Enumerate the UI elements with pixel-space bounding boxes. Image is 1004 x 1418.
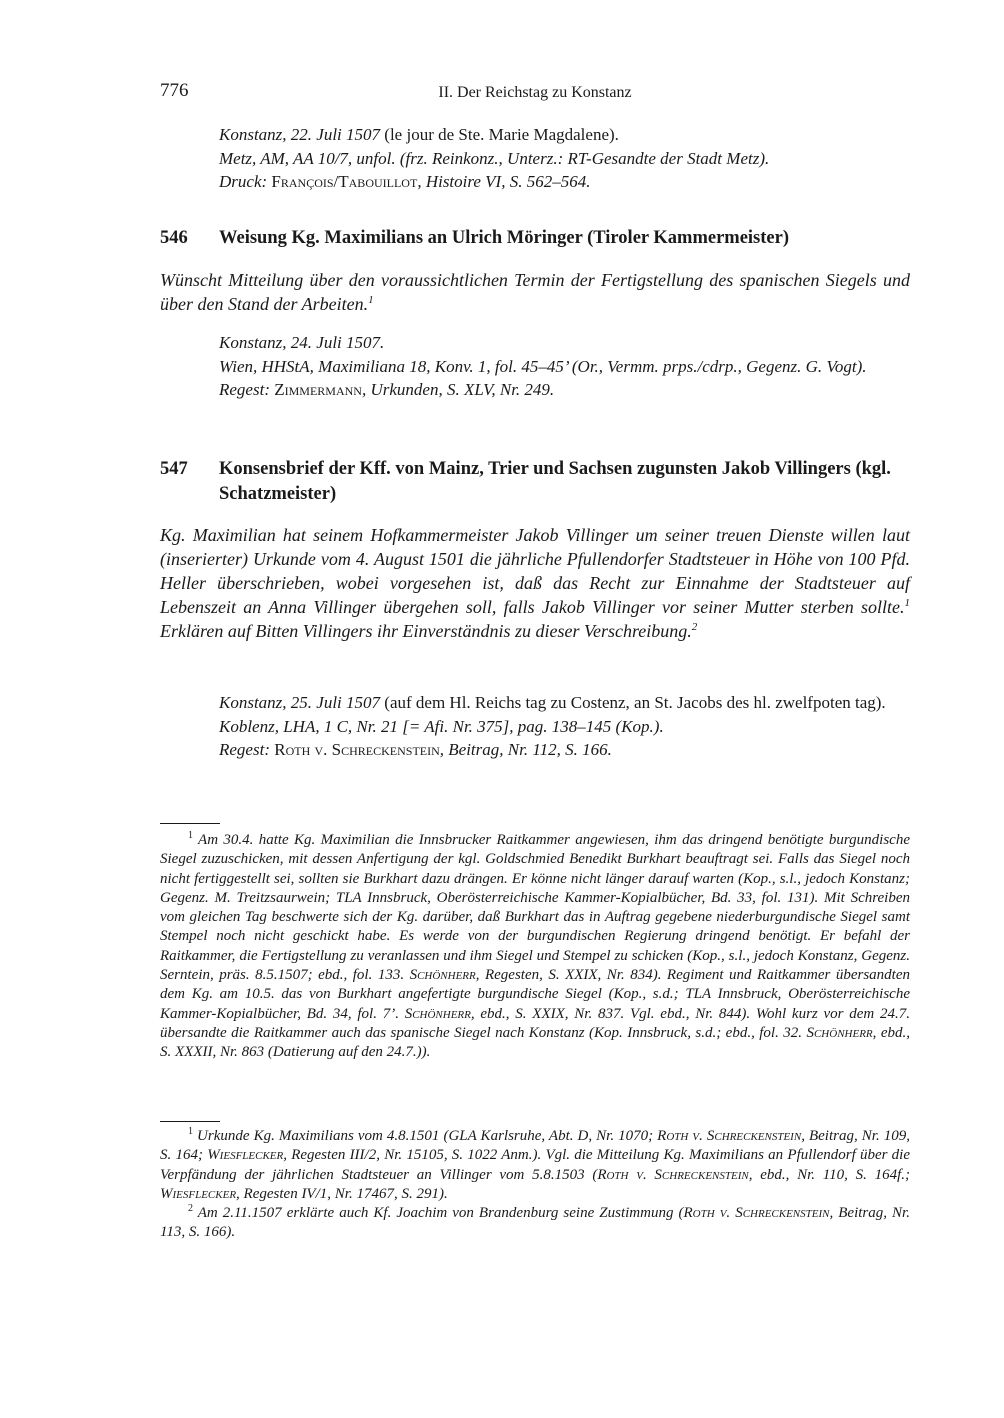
regest-line xyxy=(219,738,909,762)
archive-line xyxy=(219,715,909,739)
print-label: Druck: xyxy=(219,172,272,191)
archive-text: Koblenz, LHA, 1 C, Nr. 21 [= Afi. Nr. 375], pag. 138–145 (Kop.). xyxy=(219,716,664,736)
author-name: Roth v. Schreckenstein xyxy=(657,1128,802,1144)
entry-title: Konsensbrief der Kff. von Mainz, Trier und Sachsen zugunsten Jakob Villingers (kgl. Schatzmeister) xyxy=(219,459,891,504)
footnote-number: 2 xyxy=(188,1203,193,1215)
entry-number: 546 xyxy=(160,228,188,248)
author-name: Schönherr xyxy=(806,1024,873,1041)
footnote-marker[interactable]: 1 xyxy=(368,294,374,306)
date-text: Konstanz, 24. Juli 1507. xyxy=(219,333,385,352)
date-text: Konstanz, 22. Juli 1507 xyxy=(219,125,381,144)
regest-author: Roth v. Schreckenstein xyxy=(274,740,440,759)
date-line xyxy=(219,331,909,355)
footnote xyxy=(160,831,910,1063)
regest-line xyxy=(219,378,909,402)
footnote-text: , Regesten III/2, Nr. 15105, S. 1022 Anm.). Vgl. die Mitteilung Kg. Maximilians an Pfullendorf über die Verpfändung der jährlichen Stadtsteuer an Villinger vom 5.8.1503 ( xyxy=(160,1147,910,1183)
archive-text: Metz, AM, AA 10/7, unfol. (frz. Reinkonz., Unterz.: RT-Gesandte der Stadt Metz). xyxy=(219,148,770,168)
entry-metadata xyxy=(219,691,909,762)
footnote-text: , ebd., S. XXIX, Nr. 837. Vgl. ebd., Nr. 844). Wohl kurz vor dem 24.7. übersandte die Raitkammer auch das spanische Siegel nach Konstanz (Kop. Innsbruck, s.d.; ebd., fol. 32. xyxy=(160,1005,910,1041)
archive-line xyxy=(219,147,909,171)
footnote-text: , Beitrag, Nr. 109, S. 164; xyxy=(160,1128,910,1164)
date-text: Konstanz, 25. Juli 1507 xyxy=(219,693,381,712)
footnote-text: , Regesten IV/1, Nr. 17467, S. 291). xyxy=(236,1185,448,1202)
regest-label: Regest: xyxy=(219,380,275,399)
archive-line xyxy=(219,355,909,379)
author-name: Schönherr xyxy=(404,1005,471,1022)
footnote-text: Urkunde Kg. Maximilians vom 4.8.1501 (GLA Karlsruhe, Abt. D, Nr. 1070; xyxy=(193,1128,658,1144)
entry-summary xyxy=(160,523,910,643)
print-author: François/Tabouillot xyxy=(271,172,418,191)
running-title: II. Der Reichstag zu Konstanz xyxy=(438,84,632,101)
author-name: Roth v. Schreckenstein xyxy=(597,1166,749,1183)
entry-summary xyxy=(160,268,910,316)
entry-title: Weisung Kg. Maximilians an Ulrich Möringer (Tiroler Kammermeister) xyxy=(219,228,789,248)
footnote xyxy=(160,1127,910,1204)
date-note: (auf dem Hl. Reichs tag zu Costenz, an St. Jacobs des hl. zwelfpoten tag). xyxy=(380,693,886,712)
footnote-text: , ebd., S. XXXII, Nr. 863 (Datierung auf den 24.7.)). xyxy=(160,1024,910,1061)
regest-label: Regest: xyxy=(219,740,275,759)
footnotes-entry-547 xyxy=(160,1127,910,1243)
entry-heading xyxy=(160,226,910,251)
archive-text: Wien, HHStA, Maximiliana 18, Konv. 1, fol. 45–45’ (Or., Vermm. prps./cdrp., Gegenz. G. Vogt). xyxy=(219,356,867,376)
footnotes-entry-546 xyxy=(160,831,910,1063)
footnote-number: 1 xyxy=(188,1126,193,1137)
footnote-text: Am 30.4. hatte Kg. Maximilian die Innsbrucker Raitkammer angewiesen, ihm das dringend benötigte burgundische Siegel zuzuschicken, mit dessen Anfertigung der kgl. Goldschmied Benedikt Burkhart beauftragt sei. Falls das Siegel noch nicht fertiggestellt sei, sollten sie Burkhart dazu drängen. Er könne nicht länger darauf warten (Kop., s.l., jedoch Konstanz; Gegenz. M. Treitzsaurwein; TLA Innsbruck, Oberösterreichische Kammer-Kopialbücher, Bd. 33, fol. 131). Mit Schreiben vom gleichen Tag beschwerte sich der Kg. darüber, daß Burkhart das in Auftrag gegebene niederburgundische Siegel samt Stempel noch nicht geschickt habe. Es werde von der burgundischen Regierung dringend benötigt. Er befahl der Raitkammer, die Fertigstellung zu veranlassen und ihm Siegel und Stempel zu schicken (Kop., s.l., jedoch Konstanz, Gegenz. Serntein, präs. 8.5.1507; ebd., fol. 133. xyxy=(160,832,910,984)
author-name: Wiesflecker xyxy=(207,1147,284,1164)
entry-number: 547 xyxy=(160,459,188,479)
entry-heading xyxy=(160,457,910,507)
date-line xyxy=(219,691,909,715)
footnote xyxy=(160,1204,910,1243)
author-name: Roth v. Schreckenstein xyxy=(683,1205,830,1222)
regest-reference: , Urkunden, S. XLV, Nr. 249. xyxy=(361,380,555,399)
footnote-text: Am 2.11.1507 erklärte auch Kf. Joachim von Brandenburg seine Zustimmung ( xyxy=(193,1205,684,1222)
regest-reference: , Beitrag, Nr. 112, S. 166. xyxy=(439,740,612,759)
footnote-marker[interactable]: 2 xyxy=(691,621,698,633)
entry-metadata xyxy=(219,331,909,402)
footnote-marker[interactable]: 1 xyxy=(904,597,910,609)
date-line xyxy=(219,123,909,147)
footnote-text: , Regesten, S. XXIX, Nr. 834). Regiment und Raitkammer übersandten dem Kg. am 10.5. das von Burkhart angefertigte burgundische Siegel (Kop., s.d.; TLA Innsbruck, Oberösterreichische Kammer-Kopialbücher, Bd. 34, fol. 7’. xyxy=(160,967,911,1022)
print-line xyxy=(219,170,909,194)
footnote-text: , ebd., Nr. 110, S. 164f.; xyxy=(748,1166,910,1183)
previous-entry-metadata xyxy=(219,123,909,194)
summary-text: Kg. Maximilian hat seinem Hofkammermeister Jakob Villinger um seiner treuen Dienste willen laut (inserierter) Urkunde vom 4. August 1501 die jährliche Pfullendorfer Stadtsteuer in Höhe von 100 Pfd. Heller überschrieben, wobei vorgesehen ist, daß das Recht zur Einnahme der Stadtsteuer auf Lebenszeit an Anna Villinger übergehen soll, falls Jakob Villinger vor seiner Mutter sterben sollte. xyxy=(160,525,910,617)
author-name: Wiesflecker xyxy=(160,1185,237,1202)
footnote-number: 1 xyxy=(188,830,193,841)
page-number: 776 xyxy=(160,80,189,101)
summary-text: Wünscht Mitteilung über den voraussichtlichen Termin der Fertigstellung des spanischen Siegels und über den Stand der Arbeiten. xyxy=(160,270,910,314)
regest-author: Zimmermann xyxy=(274,380,362,399)
print-reference: , Histoire VI, S. 562–564. xyxy=(417,172,591,191)
footnote-text: , Beitrag, Nr. 113, S. 166). xyxy=(160,1205,910,1241)
author-name: Schönherr xyxy=(409,967,476,984)
footnote-rule xyxy=(160,1121,220,1122)
date-note: (le jour de Ste. Marie Magdalene). xyxy=(380,125,619,144)
footnote-rule xyxy=(160,823,220,824)
summary-text-continued: Erklären auf Bitten Villingers ihr Einverständnis zu dieser Verschreibung. xyxy=(160,621,692,641)
